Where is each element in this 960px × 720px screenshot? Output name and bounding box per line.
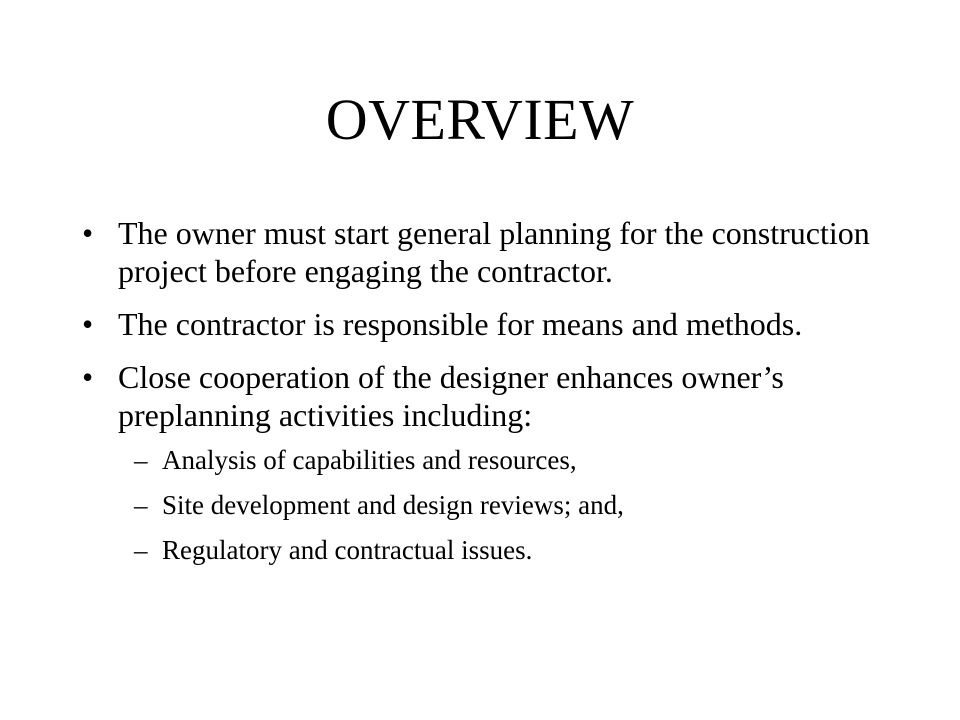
- sub-bullet-list: [118, 444, 902, 566]
- bullet-item-designer-cooperation: [82, 358, 902, 566]
- sub-bullet-text: Site development and design reviews; and,: [162, 490, 624, 520]
- sub-bullet-item-site-development: [118, 489, 902, 521]
- bullet-marker: •: [82, 306, 94, 342]
- sub-bullet-marker: –: [134, 535, 148, 565]
- bullet-marker: •: [82, 215, 94, 251]
- sub-bullet-marker: –: [134, 490, 148, 520]
- sub-bullet-item-capabilities: [118, 444, 902, 476]
- bullet-marker: •: [82, 359, 94, 395]
- bullet-item-owner-planning: [82, 214, 902, 290]
- slide-title: OVERVIEW: [325, 87, 635, 152]
- sub-bullet-text: Analysis of capabilities and resources,: [162, 445, 577, 475]
- sub-bullet-item-regulatory: [118, 534, 902, 566]
- sub-bullet-text: Regulatory and contractual issues.: [162, 535, 533, 565]
- sub-bullet-marker: –: [134, 445, 148, 475]
- bullet-text: The owner must start general planning for the construction project before engaging the contractor.: [118, 215, 870, 289]
- bullet-list: [82, 214, 902, 581]
- bullet-text: The contractor is responsible for means and methods.: [118, 306, 803, 342]
- bullet-text: Close cooperation of the designer enhances owner’s preplanning activities including:: [118, 359, 784, 433]
- bullet-item-contractor-responsibility: [82, 305, 902, 343]
